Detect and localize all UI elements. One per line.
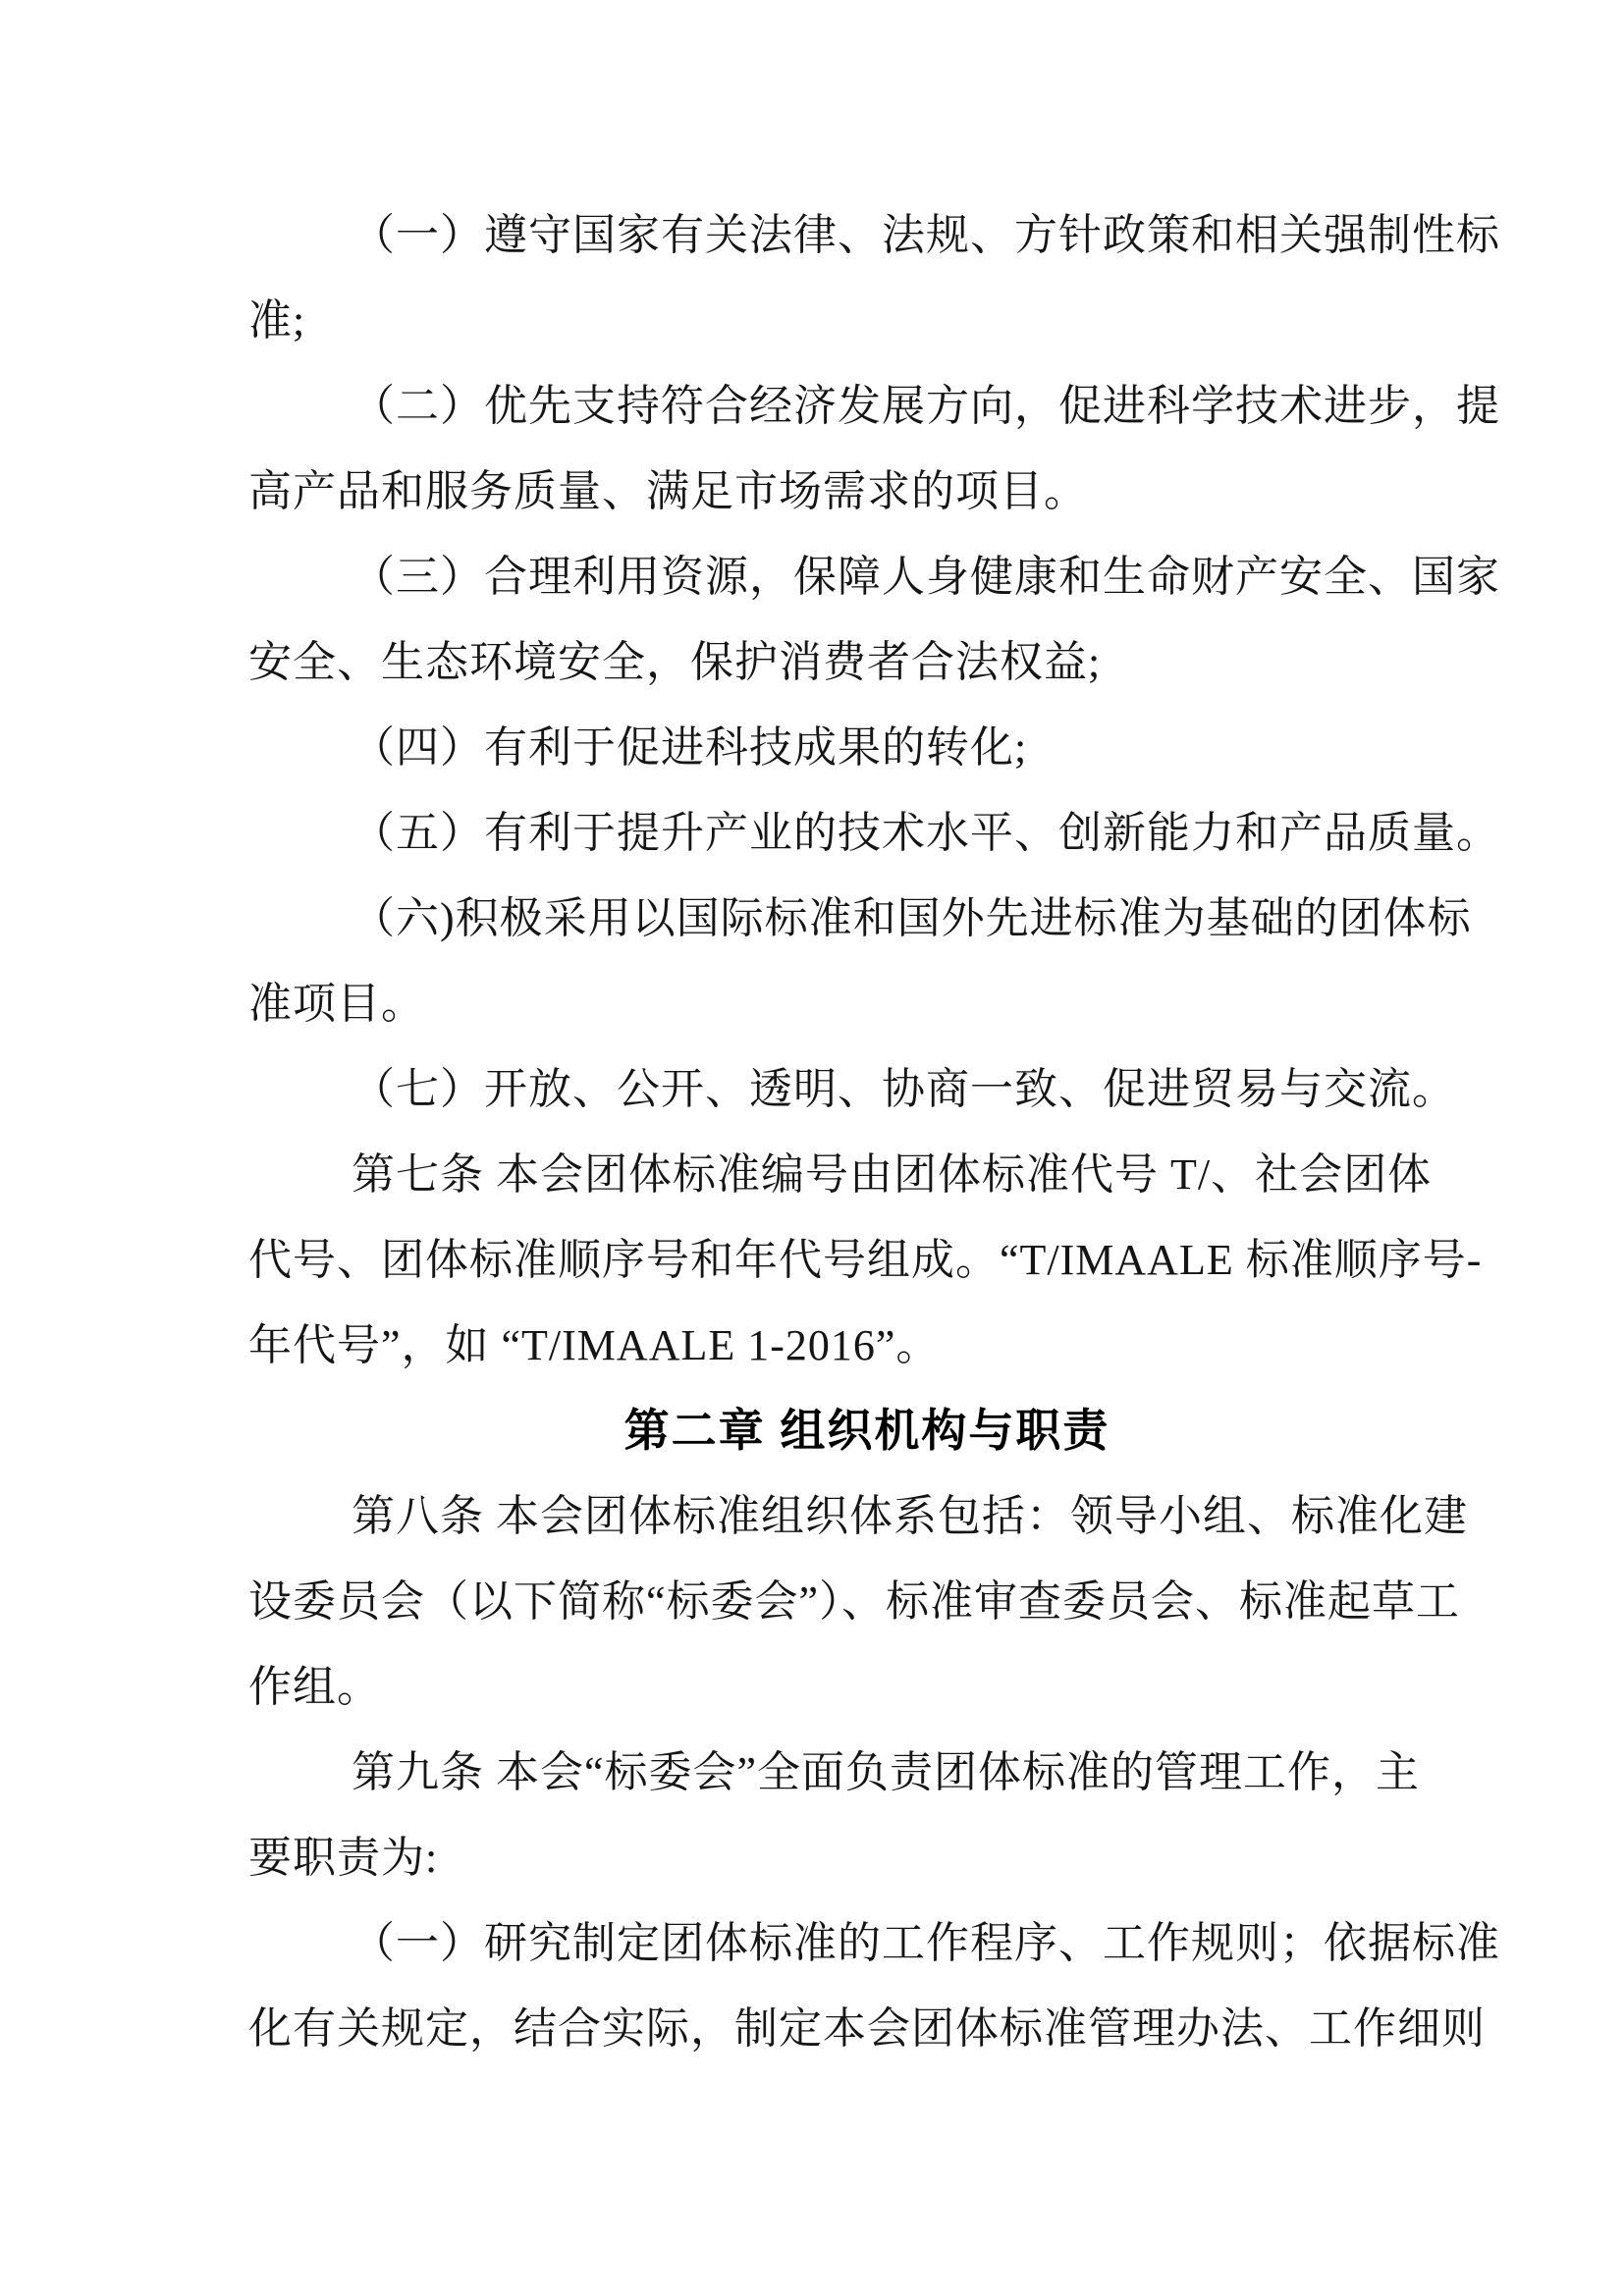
text-line: 准项目。: [248, 980, 425, 1028]
text-line: 年代号”，如 “T/IMAALE 1-2016”。: [248, 1321, 941, 1369]
text-line: 化有关规定，结合实际，制定本会团体标准管理办法、工作细则: [248, 2004, 1486, 2053]
text-line: （三）合理利用资源，保障人身健康和生命财产安全、国家: [352, 553, 1500, 601]
text-line: （四）有利于促进科技成果的转化;: [352, 723, 1028, 772]
text-line: （一）遵守国家有关法律、法规、方针政策和相关强制性标: [352, 211, 1500, 259]
text-line: （六)积极采用以国际标准和国外先进标准为基础的团体标: [352, 894, 1472, 942]
text-line: 安全、生态环境安全，保护消费者合法权益;: [248, 638, 1102, 686]
text-line: 作组。: [248, 1663, 381, 1711]
chapter-heading: 第二章 组织机构与职责: [623, 1405, 1110, 1456]
text-line: 代号、团体标准顺序号和年代号组成。“T/IMAALE 标准顺序号-: [248, 1236, 1483, 1284]
text-line: 要职责为:: [248, 1834, 439, 1882]
text-line: 高产品和服务质量、满足市场需求的项目。: [248, 467, 1088, 515]
text-line: （二）优先支持符合经济发展方向，促进科学技术进步，提: [352, 382, 1500, 430]
text-line: （七）开放、公开、透明、协商一致、促进贸易与交流。: [352, 1065, 1456, 1113]
text-line: （一）研究制定团体标准的工作程序、工作规则；依据标准: [352, 1919, 1500, 1967]
article-9-line: 第九条 本会“标委会”全面负责团体标准的管理工作，主: [352, 1748, 1421, 1796]
text-line: （五）有利于提升产业的技术水平、创新能力和产品质量。: [352, 809, 1500, 857]
document-text-block: [248, 192, 1500, 2071]
text-line: 设委员会（以下简称“标委会”）、标准审查委员会、标准起草工: [248, 1577, 1461, 1626]
article-7-line: 第七条 本会团体标准编号由团体标准代号 T/、社会团体: [352, 1150, 1433, 1199]
text-line: 准;: [248, 296, 306, 345]
article-8-line: 第八条 本会团体标准组织体系包括：领导小组、标准化建: [352, 1492, 1468, 1540]
